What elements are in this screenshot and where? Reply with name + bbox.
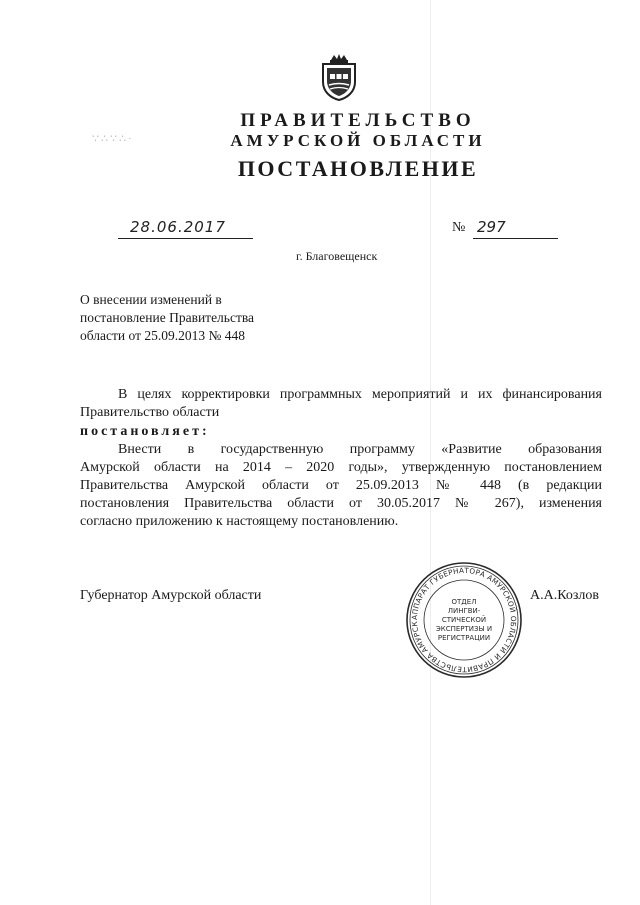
government-title: ПРАВИТЕЛЬСТВО [240,110,476,131]
number-field [473,220,558,239]
resolves-heading: постановляет: [80,424,210,439]
subject-block [80,291,310,345]
signatory-position: Губернатор Амурской области [80,588,262,603]
stamp-center-line: РЕГИСТРАЦИИ [437,634,491,642]
stamp-outer-text: АППАРАТ ГУБЕРНАТОРА АМУРСКОЙ ОБЛАСТИ И ПРАВИТЕЛЬСТВА АМУРСК [409,565,519,675]
subject-line: О внесении изменений в [80,292,222,307]
stamp-center-line: ЛИНГВИ- [447,607,481,615]
operative-line: Правительства Амурской области от 25.09.2013 № 448 (в редакции [80,478,602,493]
number-label: № [452,220,466,235]
stamp-center-line: СТИЧЕСКОЙ [441,616,487,624]
document-type-title: ПОСТАНОВЛЕНИЕ [237,156,479,181]
operative-line: согласно приложению к настоящему постановлению. [80,514,399,529]
coat-of-arms-icon [317,52,361,102]
date-field [118,220,253,239]
stamp-center-line: ЭКСПЕРТИЗЫ И [435,625,493,633]
preamble-paragraph [80,386,602,404]
operative-line: Амурской области на 2014 – 2020 годы», утвержденную постановлением [80,460,602,475]
preamble-line: В целях корректировки программных мероприятий и их финансирования [118,387,602,402]
official-stamp [404,560,524,680]
city-name: г. Благовещенск [296,249,378,263]
operative-line: Внести в государственную программу «Развитие образования [118,442,602,457]
preamble-subject: Правительство области [80,405,220,420]
stamp-center-line: ОТДЕЛ [451,598,477,606]
scan-artifact: ∵∴∵∴· [92,133,134,145]
operative-paragraph [80,441,602,531]
number-value: 297 [477,218,506,236]
operative-line: постановления Правительства области от 30.05.2017 № 267), изменения [80,496,602,511]
date-value: 28.06.2017 [130,218,226,236]
signatory-name: А.А.Козлов [530,588,599,603]
subject-line: области от 25.09.2013 № 448 [80,328,245,343]
region-title: АМУРСКОЙ ОБЛАСТИ [230,131,486,150]
subject-line: постановление Правительства [80,310,255,325]
